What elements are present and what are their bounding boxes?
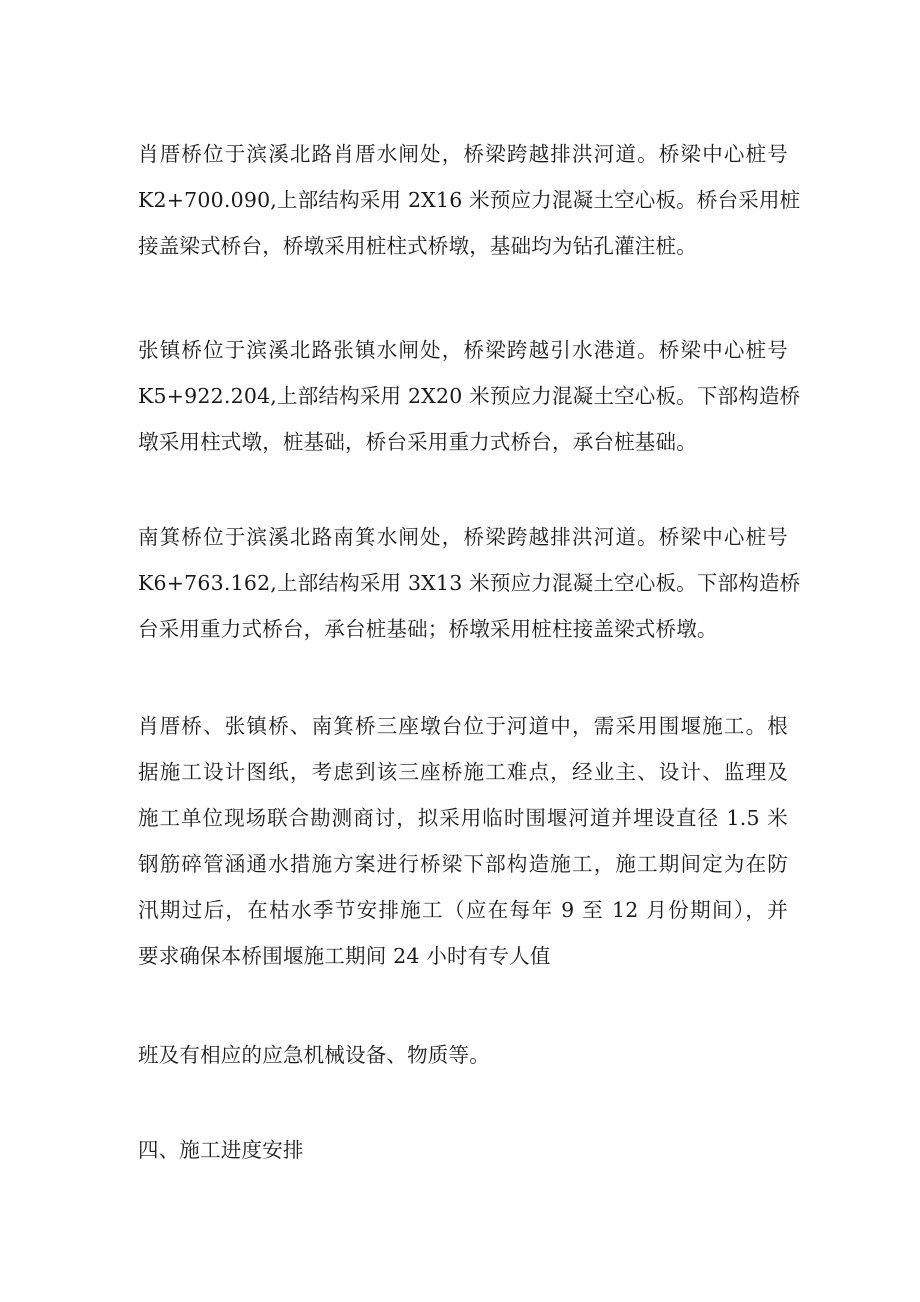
text-line: 肖厝桥位于滨溪北路肖厝水闸处，桥梁跨越排洪河道。桥梁中心桩号 [138,142,788,166]
paragraph-zhangzhen-bridge [138,327,801,465]
text-line: K6+763.162,上部结构采用 3X13 米预应力混凝土空心板。下部构造桥 [138,571,801,595]
text-line: 墩采用柱式墩，桩基础，桥台采用重力式桥台，承台桩基础。 [138,430,697,454]
text-line: 据施工设计图纸，考虑到该三座桥施工难点，经业主、设计、监理及 [138,760,788,784]
text-line: 班及有相应的应急机械设备、物质等。 [138,1043,490,1067]
text-line: K2+700.090,上部结构采用 2X16 米预应力混凝土空心板。桥台采用桩 [138,188,801,212]
text-line: 肖厝桥、张镇桥、南箕桥三座墩台位于河道中，需采用围堰施工。根 [138,714,788,738]
paragraph-cofferdam-construction [138,703,788,979]
text-line: 张镇桥位于滨溪北路张镇水闸处，桥梁跨越引水港道。桥梁中心桩号 [138,338,788,362]
text-line: K5+922.204,上部结构采用 2X20 米预应力混凝土空心板。下部构造桥 [138,384,801,408]
paragraph-nanji-bridge [138,514,801,652]
text-line: 汛期过后，在枯水季节安排施工（应在每年 9 至 12 月份期间），并 [138,898,788,922]
text-line: 要求确保本桥围堰施工期间 24 小时有专人值 [138,944,551,968]
section-heading-text: 四、施工进度安排 [138,1138,304,1162]
text-line: 接盖梁式桥台，桥墩采用桩柱式桥墩，基础均为钻孔灌注桩。 [138,234,697,258]
text-line: 南箕桥位于滨溪北路南箕水闸处，桥梁跨越排洪河道。桥梁中心桩号 [138,525,788,549]
text-line: 施工单位现场联合勘测商讨，拟采用临时围堰河道并埋设直径 1.5 米 [138,806,788,830]
text-line: 台采用重力式桥台，承台桩基础；桥墩采用桩柱接盖梁式桥墩。 [138,617,718,641]
paragraph-continuation [138,1032,788,1078]
text-line: 钢筋碎管涵通水措施方案进行桥梁下部构造施工，施工期间定为在防 [138,852,788,876]
paragraph-xiaocuo-bridge [138,131,801,269]
section-heading [138,1127,788,1173]
